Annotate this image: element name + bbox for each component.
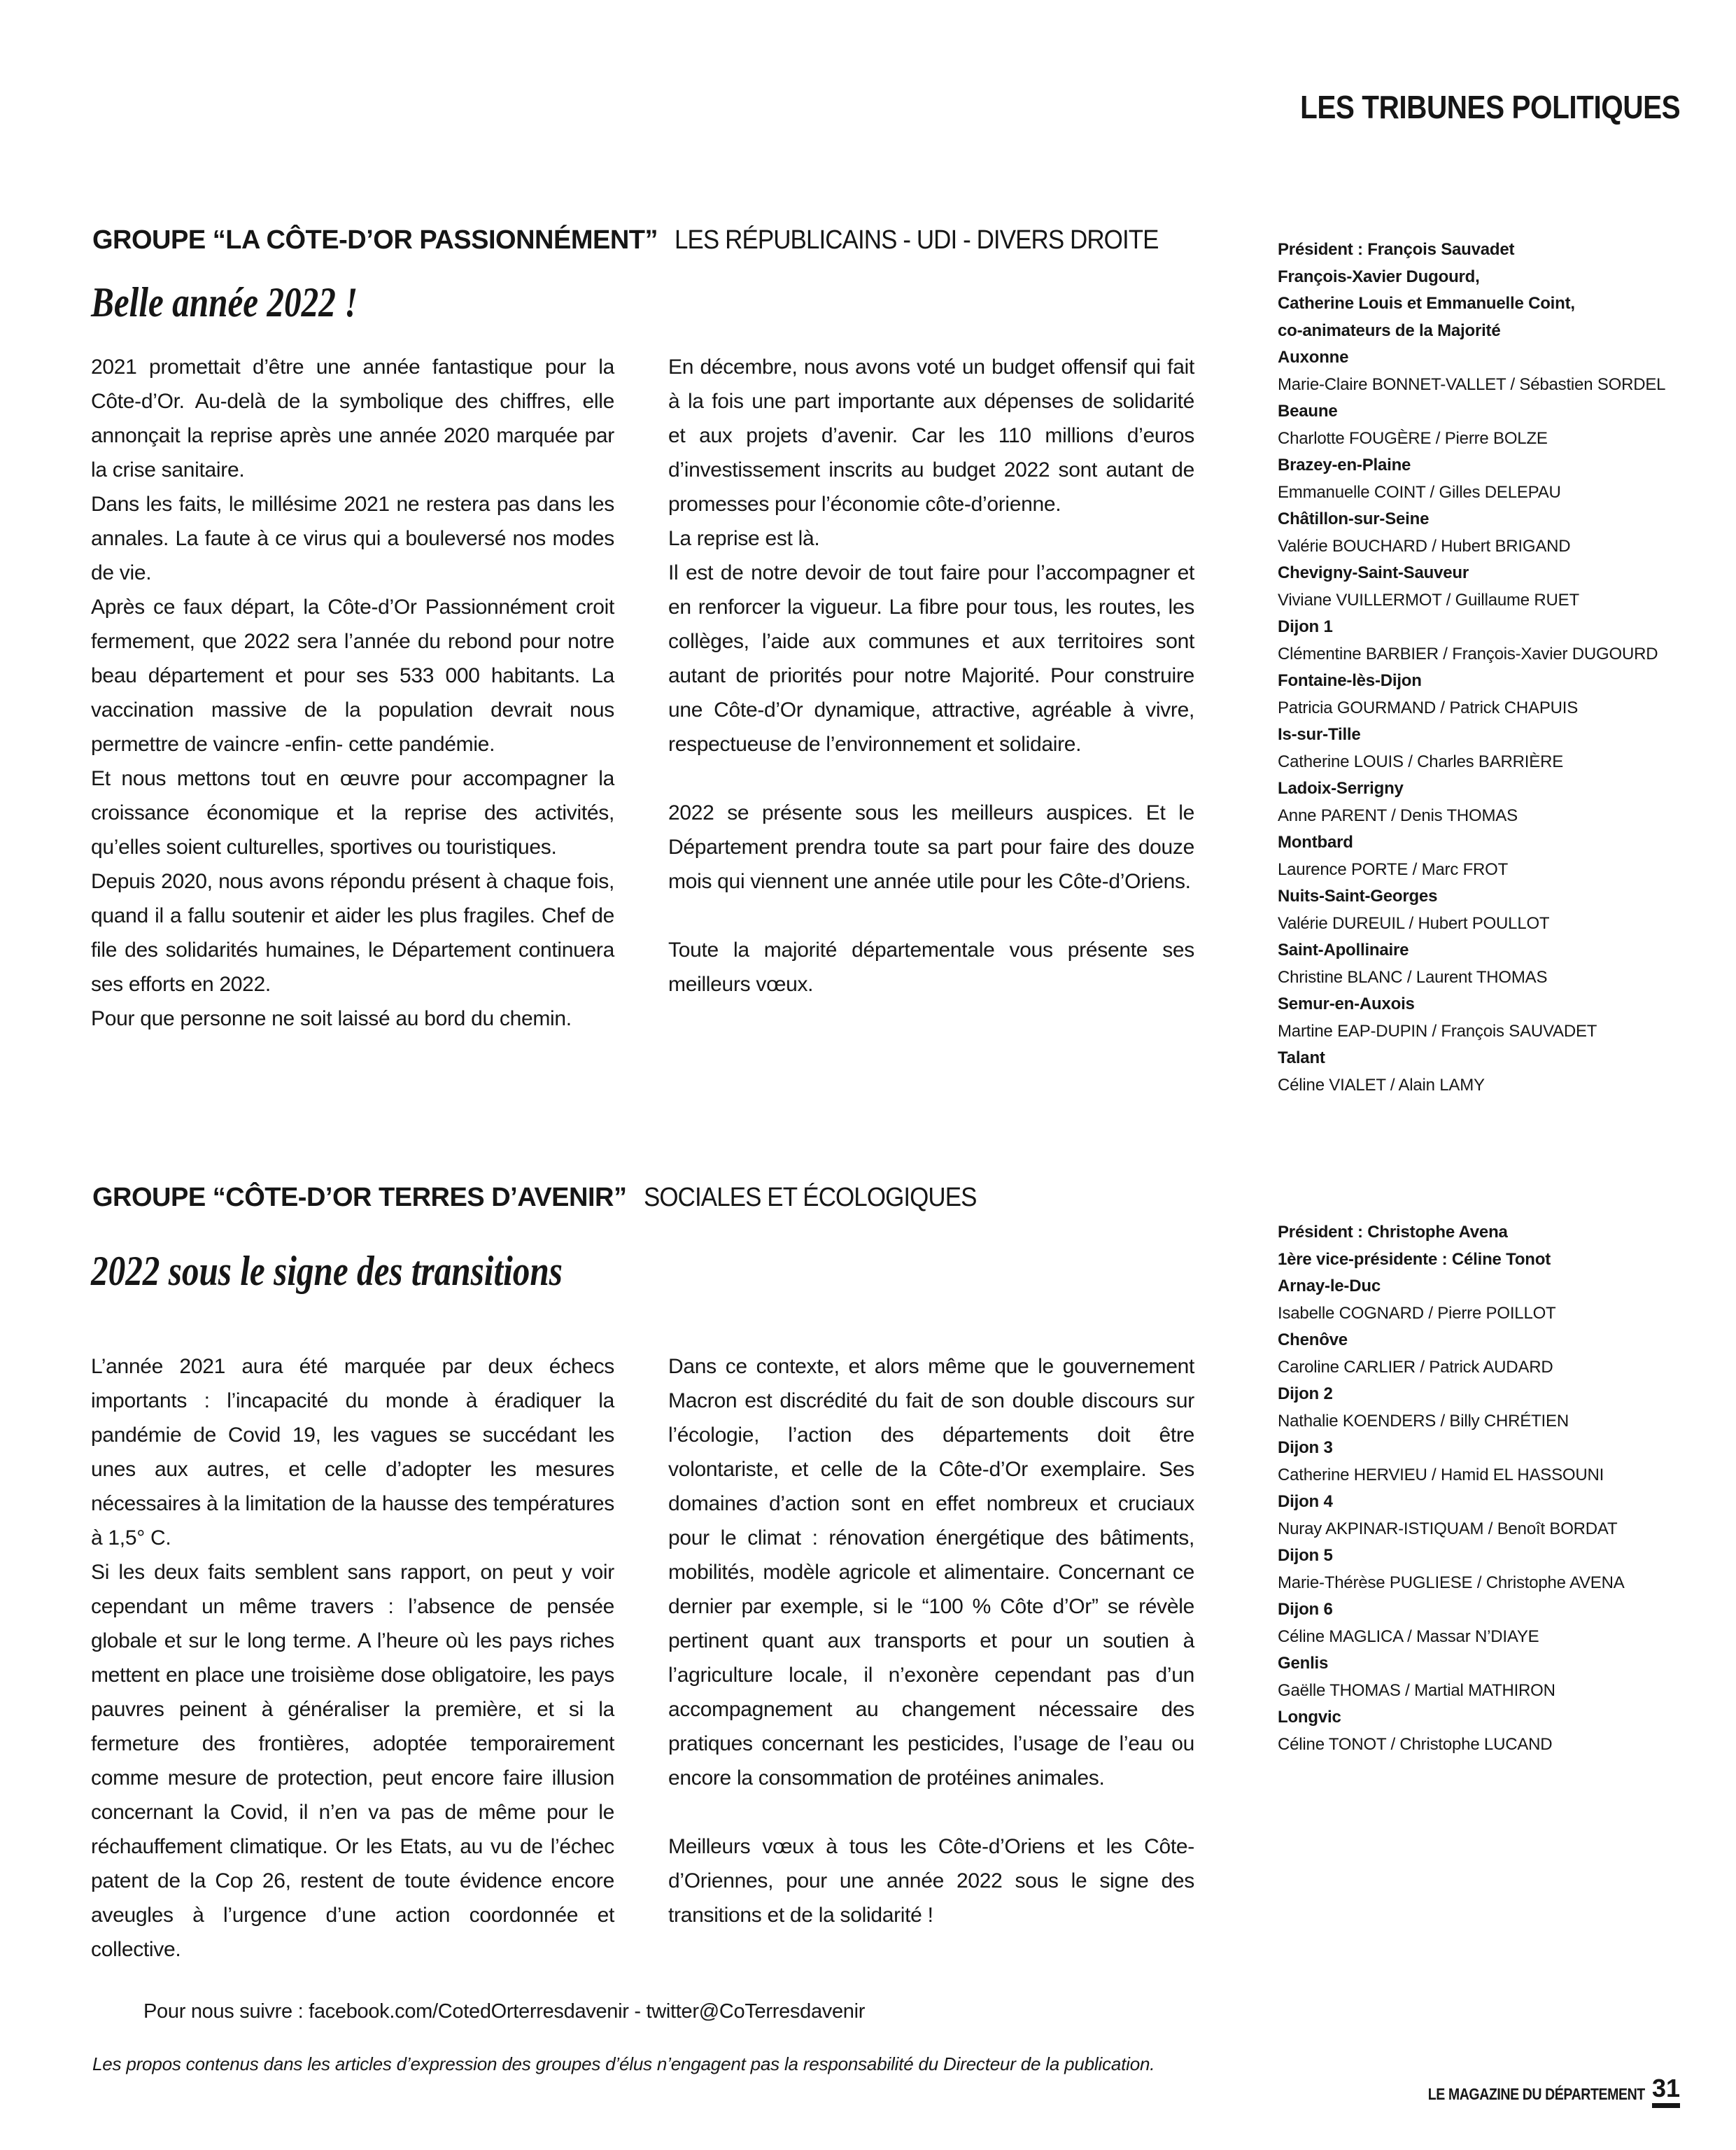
canton-name: Montbard	[1278, 833, 1353, 852]
canton-entry	[1278, 775, 1733, 829]
canton-representatives: Charlotte FOUGÈRE / Pierre BOLZE	[1278, 428, 1548, 448]
paragraph	[668, 1795, 1194, 1829]
canton-representatives: Marie-Claire BONNET-VALLET / Sébastien SORDEL	[1278, 374, 1666, 394]
canton-entry	[1278, 829, 1733, 883]
canton-representatives: Valérie BOUCHARD / Hubert BRIGAND	[1278, 536, 1571, 556]
canton-representatives: Marie-Thérèse PUGLIESE / Christophe AVENA	[1278, 1573, 1625, 1592]
sidebar-intro-line: Catherine Louis et Emmanuelle Coint,	[1278, 294, 1575, 313]
canton-representatives: Gaëlle THOMAS / Martial MATHIRON	[1278, 1680, 1555, 1700]
paragraph: Dans les faits, le millésime 2021 ne restera pas dans les annales. La faute à ce virus qui a bouleversé nos modes de vie.	[91, 493, 614, 584]
sidebar-intro-line: Président : Christophe Avena	[1278, 1223, 1508, 1242]
group-1-name: GROUPE “LA CÔTE-D’OR PASSIONNÉMENT”	[92, 225, 658, 255]
sidebar-intro	[1278, 1219, 1733, 1273]
canton-representatives: Isabelle COGNARD / Pierre POILLOT	[1278, 1303, 1556, 1323]
sidebar-intro-line: co-animateurs de la Majorité	[1278, 321, 1501, 340]
legal-disclaimer: Les propos contenus dans les articles d’expression des groupes d’élus n’engagent pas la responsabilité du Directeur de la publication.	[92, 2053, 1155, 2074]
canton-name: Arnay-le-Duc	[1278, 1277, 1381, 1295]
canton-name: Ladoix-Serrigny	[1278, 779, 1404, 798]
canton-name: Saint-Apollinaire	[1278, 941, 1409, 960]
canton-representatives: Nuray AKPINAR-ISTIQUAM / Benoît BORDAT	[1278, 1519, 1618, 1538]
canton-entry	[1278, 1381, 1733, 1435]
canton-name: Dijon 3	[1278, 1438, 1333, 1457]
canton-name: Dijon 5	[1278, 1546, 1333, 1565]
canton-entry	[1278, 560, 1733, 614]
canton-entry	[1278, 1543, 1733, 1596]
paragraph	[668, 761, 1194, 796]
canton-entry	[1278, 668, 1733, 722]
group-2-article-title: 2022 sous le signe des transitions	[91, 1248, 563, 1294]
sidebar-intro-line: Président : François Sauvadet	[1278, 240, 1515, 259]
group-1-column-1	[91, 350, 614, 1036]
canton-entry	[1278, 614, 1733, 668]
canton-representatives: Emmanuelle COINT / Gilles DELEPAU	[1278, 482, 1561, 502]
magazine-label: LE MAGAZINE DU DÉPARTEMENT	[1427, 2085, 1645, 2103]
canton-representatives: Céline VIALET / Alain LAMY	[1278, 1075, 1485, 1095]
canton-representatives: Valérie DUREUIL / Hubert POULLOT	[1278, 913, 1550, 933]
paragraph: 2022 se présente sous les meilleurs auspices. Et le Département prendra toute sa part pour faire des douze mois qui viennent une année utile pour les Côte-d’Oriens.	[668, 801, 1194, 893]
canton-name: Talant	[1278, 1048, 1325, 1067]
magazine-footer	[1390, 2076, 1680, 2108]
group-1-officials-sidebar	[1278, 237, 1733, 1099]
canton-entry	[1278, 1596, 1733, 1650]
sidebar-intro	[1278, 237, 1733, 344]
canton-representatives: Catherine LOUIS / Charles BARRIÈRE	[1278, 752, 1564, 771]
group-2-header	[92, 1183, 1005, 1213]
canton-representatives: Viviane VUILLERMOT / Guillaume RUET	[1278, 590, 1579, 610]
paragraph: En décembre, nous avons voté un budget offensif qui fait à la fois une part importante aux dépenses de solidarité et aux projets d’avenir. Car les 110 millions d’euros d’investissement inscrits au budget 2022 sont autant de promesses pour l’économie côte-d’orienne.	[668, 356, 1194, 516]
canton-entry	[1278, 1045, 1733, 1099]
group-1-header	[92, 225, 1201, 255]
canton-name: Châtillon-sur-Seine	[1278, 510, 1430, 528]
paragraph: 2021 promettait d’être une année fantastique pour la Côte-d’Or. Au-delà de la symbolique des chiffres, elle annonçait la reprise après une année 2020 marquée par la crise sanitaire.	[91, 356, 614, 482]
canton-entry	[1278, 1273, 1733, 1327]
canton-name: Genlis	[1278, 1654, 1329, 1673]
paragraph: Pour que personne ne soit laissé au bord du chemin.	[91, 1007, 572, 1030]
canton-representatives: Patricia GOURMAND / Patrick CHAPUIS	[1278, 698, 1579, 717]
canton-name: Dijon 1	[1278, 617, 1333, 636]
canton-representatives: Catherine HERVIEU / Hamid EL HASSOUNI	[1278, 1465, 1604, 1484]
canton-name: Brazey-en-Plaine	[1278, 456, 1411, 475]
page-header: LES TRIBUNES POLITIQUES	[1299, 89, 1680, 125]
group-1-column-2	[668, 350, 1194, 1002]
canton-entry	[1278, 1327, 1733, 1381]
sidebar-intro-line: 1ère vice-présidente : Céline Tonot	[1278, 1249, 1551, 1269]
canton-representatives: Céline MAGLICA / Massar N’DIAYE	[1278, 1626, 1539, 1646]
sidebar-intro-line: François-Xavier Dugourd,	[1278, 267, 1480, 286]
group-1-affiliation: LES RÉPUBLICAINS - UDI - DIVERS DROITE	[675, 225, 1159, 255]
canton-entry	[1278, 1489, 1733, 1543]
canton-name: Is-sur-Tille	[1278, 725, 1361, 744]
canton-name: Dijon 4	[1278, 1492, 1333, 1511]
paragraph: L’année 2021 aura été marquée par deux échecs importants : l’incapacité du monde à éradiquer la pandémie de Covid 19, les vagues se succédant les unes aux autres, et celle d’adopter les mesures nécessaires à la limitation de la hausse des températures à 1,5° C.	[91, 1355, 614, 1550]
canton-name: Auxonne	[1278, 348, 1349, 367]
paragraph: Il est de notre devoir de tout faire pour l’accompagner et en renforcer la vigueur. La fibre pour tous, les routes, les collèges, l’aide aux communes et aux territoires sont autant de priorités pour notre Majorité. Pour construire une Côte-d’Or dynamique, attractive, agréable à vivre, respectueuse de l’environnement et solidaire.	[668, 561, 1194, 756]
group-2-column-1	[91, 1349, 614, 1967]
canton-name: Longvic	[1278, 1708, 1341, 1727]
canton-entry	[1278, 1704, 1733, 1758]
group-1-article-title: Belle année 2022 !	[91, 279, 358, 325]
canton-entry	[1278, 452, 1733, 506]
canton-entry	[1278, 883, 1733, 937]
paragraph: Toute la majorité départementale vous présente ses meilleurs vœux.	[668, 939, 1194, 996]
group-2-affiliation: SOCIALES ET ÉCOLOGIQUES	[643, 1183, 977, 1212]
sidebar-canton-list	[1278, 1273, 1733, 1758]
canton-name: Chevigny-Saint-Sauveur	[1278, 563, 1469, 582]
canton-entry	[1278, 991, 1733, 1045]
canton-name: Dijon 6	[1278, 1600, 1333, 1619]
paragraph: Depuis 2020, nous avons répondu présent à chaque fois, quand il a fallu soutenir et aider les plus fragiles. Chef de file des solidarités humaines, le Département continuera ses efforts en 2022.	[91, 870, 614, 996]
paragraph: Dans ce contexte, et alors même que le gouvernement Macron est discrédité du fait de son double discours sur l’écologie, l’action des départements doit être volontariste, et celle de la Côte-d’Or exemplaire. Ses domaines d’action sont en effet nombreux et cruciaux pour le climat : rénovation énergétique des bâtiments, mobilités, modèle agricole et alimentaire. Concernant ce dernier par exemple, si le “100 % Côte d’Or” se révèle pertinent quant aux transports et pour un soutien à l’agriculture locale, il n’exonère cependant pas d’un accompagnement au changement nécessaire des pratiques concernant les pesticides, l’usage de l’eau ou encore la consommation de protéines animales.	[668, 1355, 1194, 1790]
page-number: 31	[1652, 2076, 1680, 2108]
canton-name: Chenôve	[1278, 1330, 1348, 1349]
canton-name: Beaune	[1278, 402, 1338, 421]
canton-entry	[1278, 1650, 1733, 1704]
canton-name: Fontaine-lès-Dijon	[1278, 671, 1422, 690]
paragraph: Et nous mettons tout en œuvre pour accompagner la croissance économique et la reprise des activités, qu’elles soient culturelles, sportives ou touristiques.	[91, 767, 614, 859]
paragraph: Après ce faux départ, la Côte-d’Or Passionnément croit fermement, que 2022 sera l’année du rebond pour notre beau département et pour ses 533 000 habitants. La vaccination massive de la population devrait nous permettre de vaincre -enfin- cette pandémie.	[91, 596, 614, 756]
sidebar-canton-list	[1278, 344, 1733, 1099]
canton-representatives: Martine EAP-DUPIN / François SAUVADET	[1278, 1021, 1597, 1041]
paragraph: La reprise est là.	[668, 527, 820, 550]
canton-representatives: Caroline CARLIER / Patrick AUDARD	[1278, 1357, 1553, 1377]
canton-entry	[1278, 722, 1733, 775]
canton-name: Nuits-Saint-Georges	[1278, 887, 1438, 906]
canton-entry	[1278, 1435, 1733, 1489]
canton-representatives: Clémentine BARBIER / François-Xavier DUGOURD	[1278, 644, 1658, 663]
canton-name: Dijon 2	[1278, 1384, 1333, 1403]
paragraph	[668, 899, 1194, 933]
canton-entry	[1278, 506, 1733, 560]
paragraph: Si les deux faits semblent sans rapport, on peut y voir cependant un même travers : l’absence de pensée globale et sur le long terme. A l’heure où les pays riches mettent en place une troisième dose obligatoire, les pays pauvres peinent à généraliser la première, et si la fermeture des frontières, adoptée temporairement comme mesure de protection, peut encore faire illusion concernant la Covid, il n’en va pas de même pour le réchauffement climatique. Or les Etats, au vu de l’échec patent de la Cop 26, restent de toute évidence encore aveugles à l’urgence d’une action coordonnée et collective.	[91, 1561, 614, 1961]
canton-entry	[1278, 344, 1733, 398]
canton-representatives: Christine BLANC / Laurent THOMAS	[1278, 967, 1548, 987]
canton-entry	[1278, 937, 1733, 991]
group-2-officials-sidebar	[1278, 1219, 1733, 1758]
group-2-name: GROUPE “CÔTE-D’OR TERRES D’AVENIR”	[92, 1183, 627, 1212]
canton-representatives: Anne PARENT / Denis THOMAS	[1278, 806, 1518, 825]
group-2-column-2	[668, 1349, 1194, 1932]
canton-name: Semur-en-Auxois	[1278, 995, 1415, 1013]
canton-representatives: Laurence PORTE / Marc FROT	[1278, 859, 1509, 879]
social-follow-line: Pour nous suivre : facebook.com/CotedOrterresdavenir - twitter@CoTerresdavenir	[143, 2000, 866, 2023]
canton-entry	[1278, 398, 1733, 452]
paragraph: Meilleurs vœux à tous les Côte-d’Oriens et les Côte-d’Oriennes, pour une année 2022 sous le signe des transitions et de la solidarité !	[668, 1835, 1194, 1927]
canton-representatives: Nathalie KOENDERS / Billy CHRÉTIEN	[1278, 1411, 1569, 1431]
canton-representatives: Céline TONOT / Christophe LUCAND	[1278, 1734, 1553, 1754]
